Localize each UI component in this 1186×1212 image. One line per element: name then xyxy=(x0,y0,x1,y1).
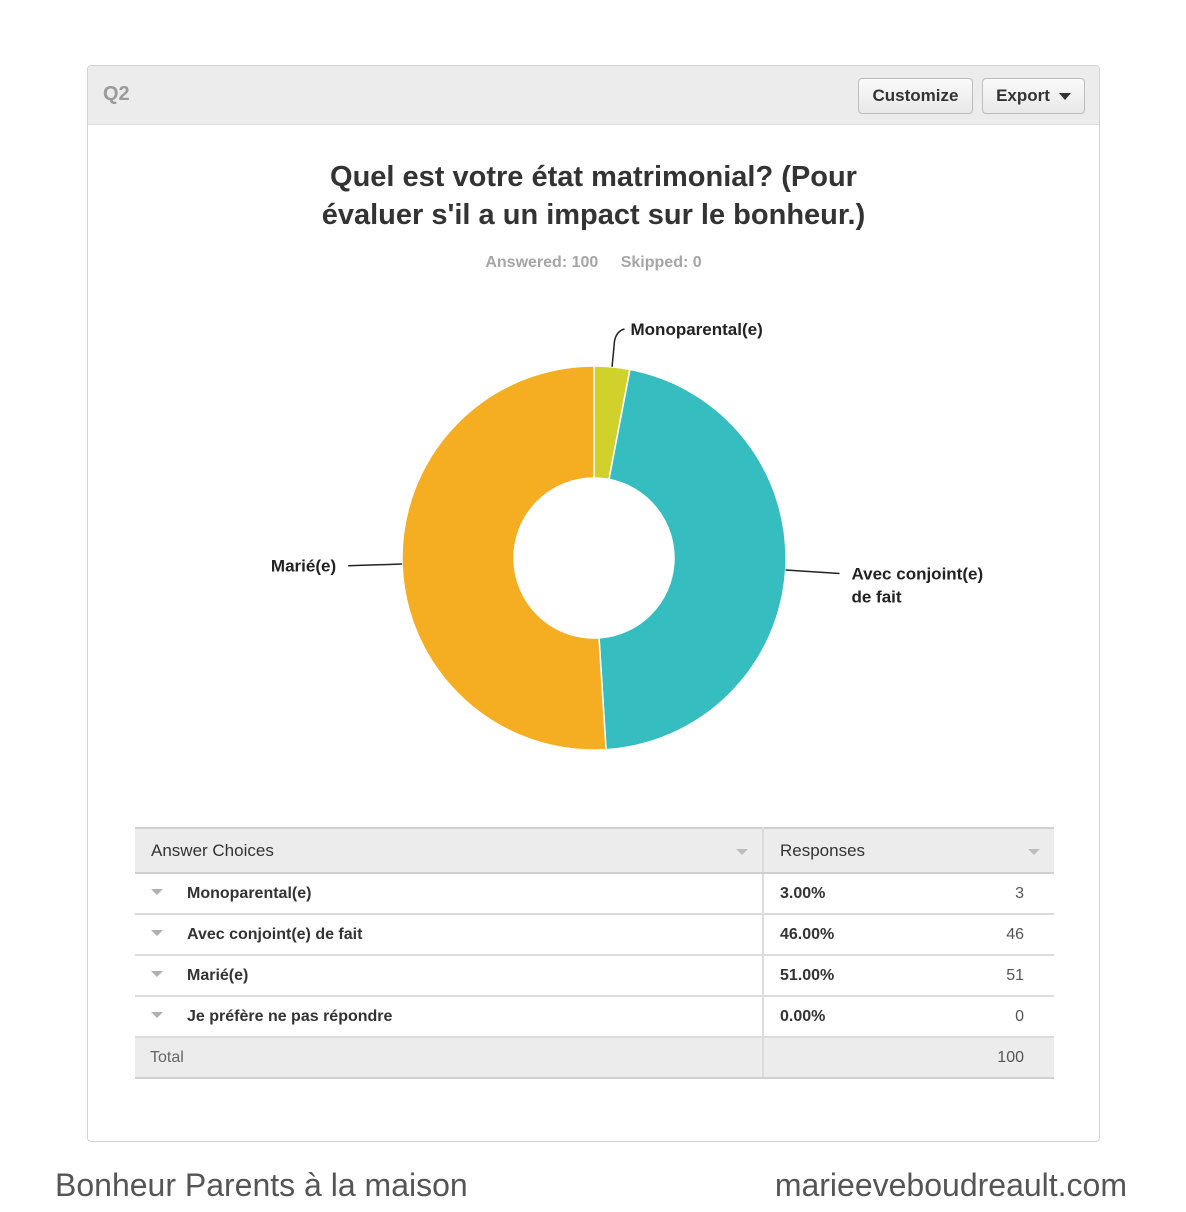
answer-choice: Avec conjoint(e) de fait xyxy=(187,925,363,943)
table-row xyxy=(135,914,1054,955)
total-label: Total xyxy=(150,1048,184,1066)
total-value: 100 xyxy=(997,1048,1024,1066)
customize-button[interactable]: Customize xyxy=(858,78,973,114)
question-panel xyxy=(87,65,1100,1142)
donut-chart xyxy=(88,66,1099,806)
responses-header[interactable] xyxy=(763,828,1054,873)
expand-arrow-icon[interactable] xyxy=(151,971,163,977)
leader-line-marie xyxy=(348,564,402,566)
response-count: 46 xyxy=(1006,925,1024,943)
response-count: 0 xyxy=(1015,1007,1024,1025)
responses-header-label: Responses xyxy=(780,840,866,860)
answered-count: Answered: 100 xyxy=(485,254,599,271)
expand-arrow-icon[interactable] xyxy=(151,889,163,895)
answer-choice: Je préfère ne pas répondre xyxy=(187,1007,393,1025)
footer-website: marieeveboudreault.com xyxy=(774,1167,1127,1203)
response-percent: 0.00% xyxy=(780,1007,826,1025)
answer-choice: Marié(e) xyxy=(187,966,249,984)
slice-label-monoparental: Monoparental(e) xyxy=(630,319,763,339)
expand-arrow-icon[interactable] xyxy=(151,930,163,936)
response-count: 51 xyxy=(1006,966,1024,984)
response-percent: 3.00% xyxy=(780,884,826,902)
answer-choice: Monoparental(e) xyxy=(187,884,312,902)
leader-line-conjoint-de-fait xyxy=(786,570,840,573)
response-count: 3 xyxy=(1015,884,1024,902)
sort-arrow-icon[interactable] xyxy=(1028,849,1040,855)
skipped-count: Skipped: 0 xyxy=(620,254,702,271)
answer-choices-header[interactable] xyxy=(135,828,763,873)
answer-choices-header-label: Answer Choices xyxy=(151,840,274,860)
sort-arrow-icon[interactable] xyxy=(736,849,748,855)
expand-arrow-icon[interactable] xyxy=(151,1012,163,1018)
response-percent: 46.00% xyxy=(780,925,835,943)
slice-conjoint-de-fait[interactable] xyxy=(599,369,786,749)
slice-label-conjoint-de-fait: de fait xyxy=(851,587,902,607)
question-label: Q2 xyxy=(103,83,130,105)
table-row xyxy=(135,996,1054,1037)
slice-marie[interactable] xyxy=(402,366,606,750)
export-label: Export xyxy=(996,86,1050,105)
footer-brand: Bonheur Parents à la maison xyxy=(55,1167,468,1203)
leader-line-monoparental xyxy=(612,329,624,367)
slice-label-marie: Marié(e) xyxy=(270,556,337,576)
total-row xyxy=(135,1037,1054,1078)
responses-table xyxy=(135,827,1054,1079)
chart-title-line-2: évaluer s'il a un impact sur le bonheur.) xyxy=(321,199,866,231)
table-header-row xyxy=(135,828,1054,873)
table-row xyxy=(135,873,1054,914)
chart-title-line-1: Quel est votre état matrimonial? (Pour xyxy=(330,161,857,193)
slice-label-conjoint-de-fait: Avec conjoint(e) xyxy=(851,564,984,584)
response-percent: 51.00% xyxy=(780,966,835,984)
table-row xyxy=(135,955,1054,996)
